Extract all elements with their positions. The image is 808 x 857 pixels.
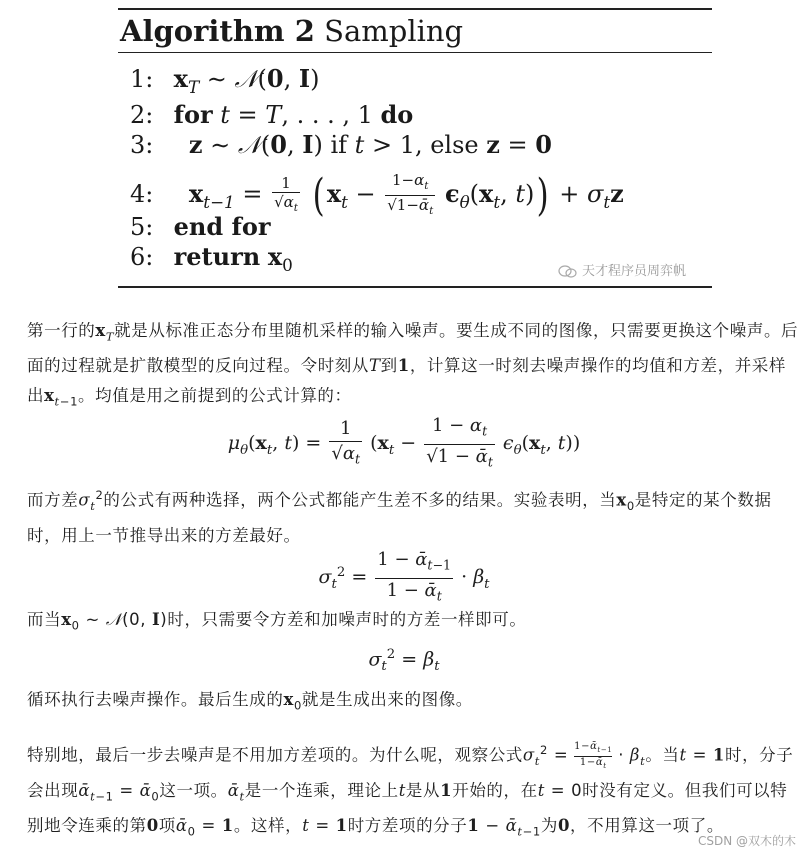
algorithm-line-6: 6: return $x_0$ bbox=[130, 242, 293, 275]
algorithm-line-2: 2: for t = T, . . . , 1 do bbox=[130, 100, 414, 129]
equation-mean: $\mu_\theta(x_t$, t) = $\frac{1}{√\alpha_t}$ ($x_t$ − $\frac{1 - \alpha_t}{√1 - ᾱ_t}$ $\epsilon_\theta(x_t$, t)) bbox=[227, 415, 581, 470]
paragraph-2: 而方差$\sigma_t^2$的公式有两种选择，两个公式都能产生差不多的结果。实验表明，当$x_0$是特定的某个数据时，用上一节推导出来的方差最好。 bbox=[27, 488, 772, 545]
paragraph-5: 特别地，最后一步去噪声是不用加方差项的。为什么呢，观察公式$\sigma_t^2$ = $\frac{1-ᾱ_{t-1}}{1-ᾱ_t}$ · $\beta_t$。当t = 1时，分子会出现ᾱ$_{t-1}$ = ᾱ$_0$这一项。ᾱ$_t$是一个连乘，理论上t是从1开始的，在t = 0时没有定义。但我们可以特别地令连乘的第0项ᾱ$_0$ = 1。这样，t = 1时方差项的分子1 − ᾱ$_{t-1}$为0，不用算这一项了。 bbox=[27, 740, 794, 839]
algorithm-line-4: 4: $x_{t-1}$ = $\frac{1}{√\alpha_t}$ ( $x_t$ − $\frac{1-\alpha_t}{√1-ᾱ_t}$ $\epsilon_\theta(x_t$, $t)) + \sigma_tz$ bbox=[130, 169, 624, 221]
algorithm-line-5: 5: end for bbox=[130, 212, 271, 241]
algorithm-title-rest: Sampling bbox=[324, 14, 464, 48]
paragraph-4: 循环执行去噪声操作。最后生成的$x_0$就是生成出来的图像。 bbox=[27, 690, 473, 713]
algorithm-line-1: 1: $x_T$ ∼ 𝒩(0, I) bbox=[130, 64, 320, 97]
paragraph-1: 第一行的$x_T$就是从标准正态分布里随机采样的输入噪声。要生成不同的图像，只需要更换这个噪声。后面的过程就是扩散模型的反向过程。令时刻从T到1，计算这一时刻去噪声操作的均值和方差，并采样出$x_{t-1}$。均值是用之前提到的公式计算的： bbox=[27, 321, 799, 409]
top-rule bbox=[118, 8, 712, 10]
algorithm-title bbox=[120, 14, 463, 48]
algorithm-title-bold: Algorithm 2 bbox=[120, 14, 315, 48]
watermark: 天才程序员周弈帆 bbox=[558, 260, 686, 279]
mid-rule bbox=[118, 52, 712, 53]
wechat-icon bbox=[558, 265, 578, 279]
algorithm-line-3: 3: z ∼ 𝒩(0, I) if t > 1, else z = 0 bbox=[130, 130, 552, 159]
equation-variance: $\sigma_t^2$ = $\frac{1 - ᾱ_{t-1}}{1 - ᾱ_t}$ · $\beta_t$ bbox=[318, 549, 490, 604]
paragraph-3: 而当$x_0$ ∼ 𝒩(0, I)时，只需要令方差和加噪声时的方差一样即可。 bbox=[27, 610, 527, 633]
equation-beta: $\sigma_t^2 = \beta_t$ bbox=[368, 647, 440, 675]
bottom-rule bbox=[118, 286, 712, 288]
csdn-watermark: CSDN @双木的木 bbox=[697, 834, 796, 848]
algorithm-box bbox=[118, 8, 712, 290]
